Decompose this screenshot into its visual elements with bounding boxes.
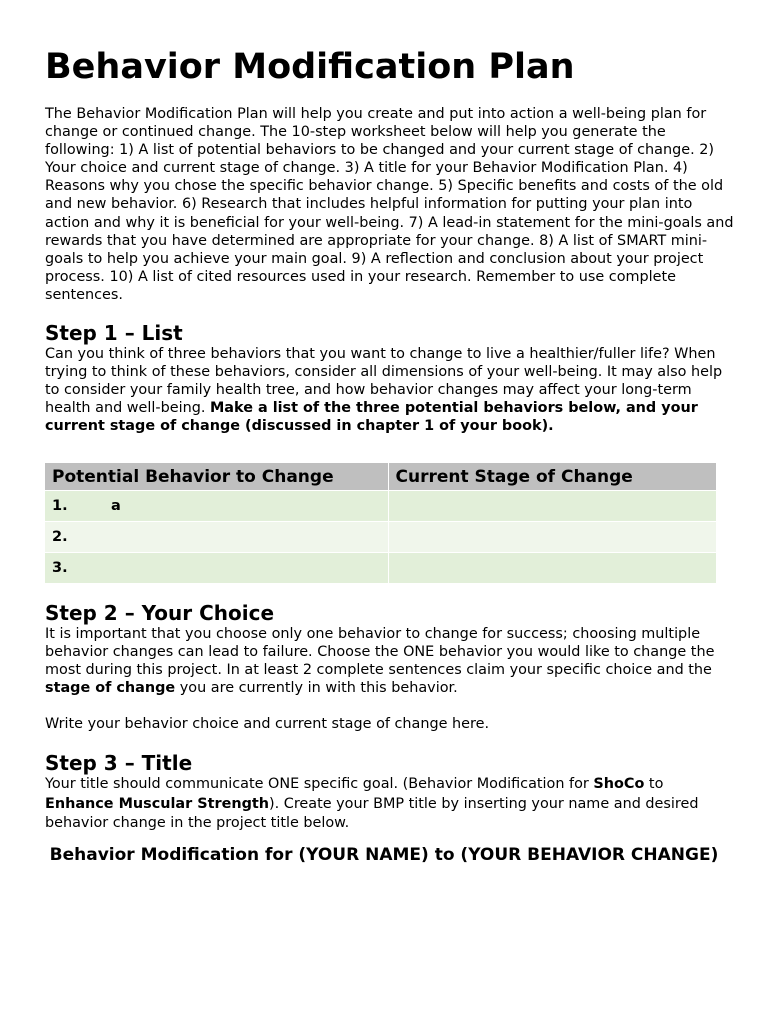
step2-text-2: you are currently in with this behavior. (175, 680, 458, 697)
step3-paragraph (45, 775, 735, 834)
step3-text-3: ). Create your BMP title by inserting your name and desired behavior change in the project title below. (45, 795, 699, 831)
step2-bold: stage of change (45, 680, 176, 697)
step1-paragraph (45, 345, 735, 435)
stage-cell[interactable] (388, 491, 716, 522)
page-title: Behavior Modification Plan (45, 47, 575, 87)
stage-cell[interactable] (388, 522, 716, 553)
stage-cell[interactable] (388, 553, 716, 584)
step1-bold-instruction: Make a list of the three potential behaviors below, and your current stage of change (discussed in chapter 1 of your book). (45, 400, 698, 435)
step1-text: Can you think of three behaviors that you want to change to live a healthier/fuller life? When trying to think of these behaviors, consider all dimensions of your well-being. It may also help to consider your family health tree, and how behavior changes may affect your long-term health and well-being. (45, 346, 723, 417)
row-number: 3. (52, 560, 68, 576)
table-row (45, 553, 716, 584)
step3-bold-goal: Enhance Muscular Strength (45, 795, 270, 812)
step3-text-1: Your title should communicate ONE specific goal. (Behavior Modification for (45, 776, 594, 792)
behavior-table (45, 463, 717, 583)
behavior-cell[interactable] (45, 553, 388, 584)
intro-paragraph: The Behavior Modification Plan will help you create and put into action a well-being plan for change or continued change. The 10-step worksheet below will help you generate the following: 1) A list of potential behaviors to be changed and your current stage of change. 2) Your choice and current stage of change. 3) A title for your Behavior Modification Plan. 4) Reasons why you chose the specific behavior change. 5) Specific benefits and costs of the old and new behavior. 6) Research that includes helpful information for putting your plan into action and why it is beneficial for your well-being. 7) A lead-in statement for the mini-goals and rewards that you have determined are appropriate for your change. 8) A list of SMART mini-goals to help you achieve your main goal. 9) A reflection and conclusion about your project process. 10) A list of cited resources used in your research. Remember to use complete sentences. (45, 106, 734, 303)
behavior-cell[interactable] (45, 522, 388, 553)
row-number: 2. (52, 529, 68, 545)
step2-heading: Step 2 – Your Choice (45, 601, 275, 625)
step3-heading: Step 3 – Title (45, 751, 193, 775)
bmp-title-template: Behavior Modification for (YOUR NAME) to (YOUR BEHAVIOR CHANGE) (49, 845, 719, 865)
step2-text-1: It is important that you choose only one behavior to change for success; choosing multiple behavior changes can lead to failure. Choose the ONE behavior you would like to change the most during this project. In at least 2 complete sentences claim your specific choice and the (45, 626, 715, 679)
col-header-behavior: Potential Behavior to Change (45, 463, 388, 491)
table-row (45, 522, 716, 553)
table-row (45, 491, 716, 522)
col-header-stage: Current Stage of Change (388, 463, 716, 491)
table-header-row (45, 463, 716, 491)
step2-paragraph (45, 625, 735, 697)
behavior-value: a (111, 498, 121, 514)
step3-text-2: to (644, 776, 664, 792)
behavior-cell[interactable] (45, 491, 388, 522)
step1-heading: Step 1 – List (45, 321, 183, 345)
row-number: 1. (52, 498, 68, 514)
step3-bold-name: ShoCo (593, 776, 645, 792)
step2-write-instruction: Write your behavior choice and current stage of change here. (45, 716, 490, 732)
